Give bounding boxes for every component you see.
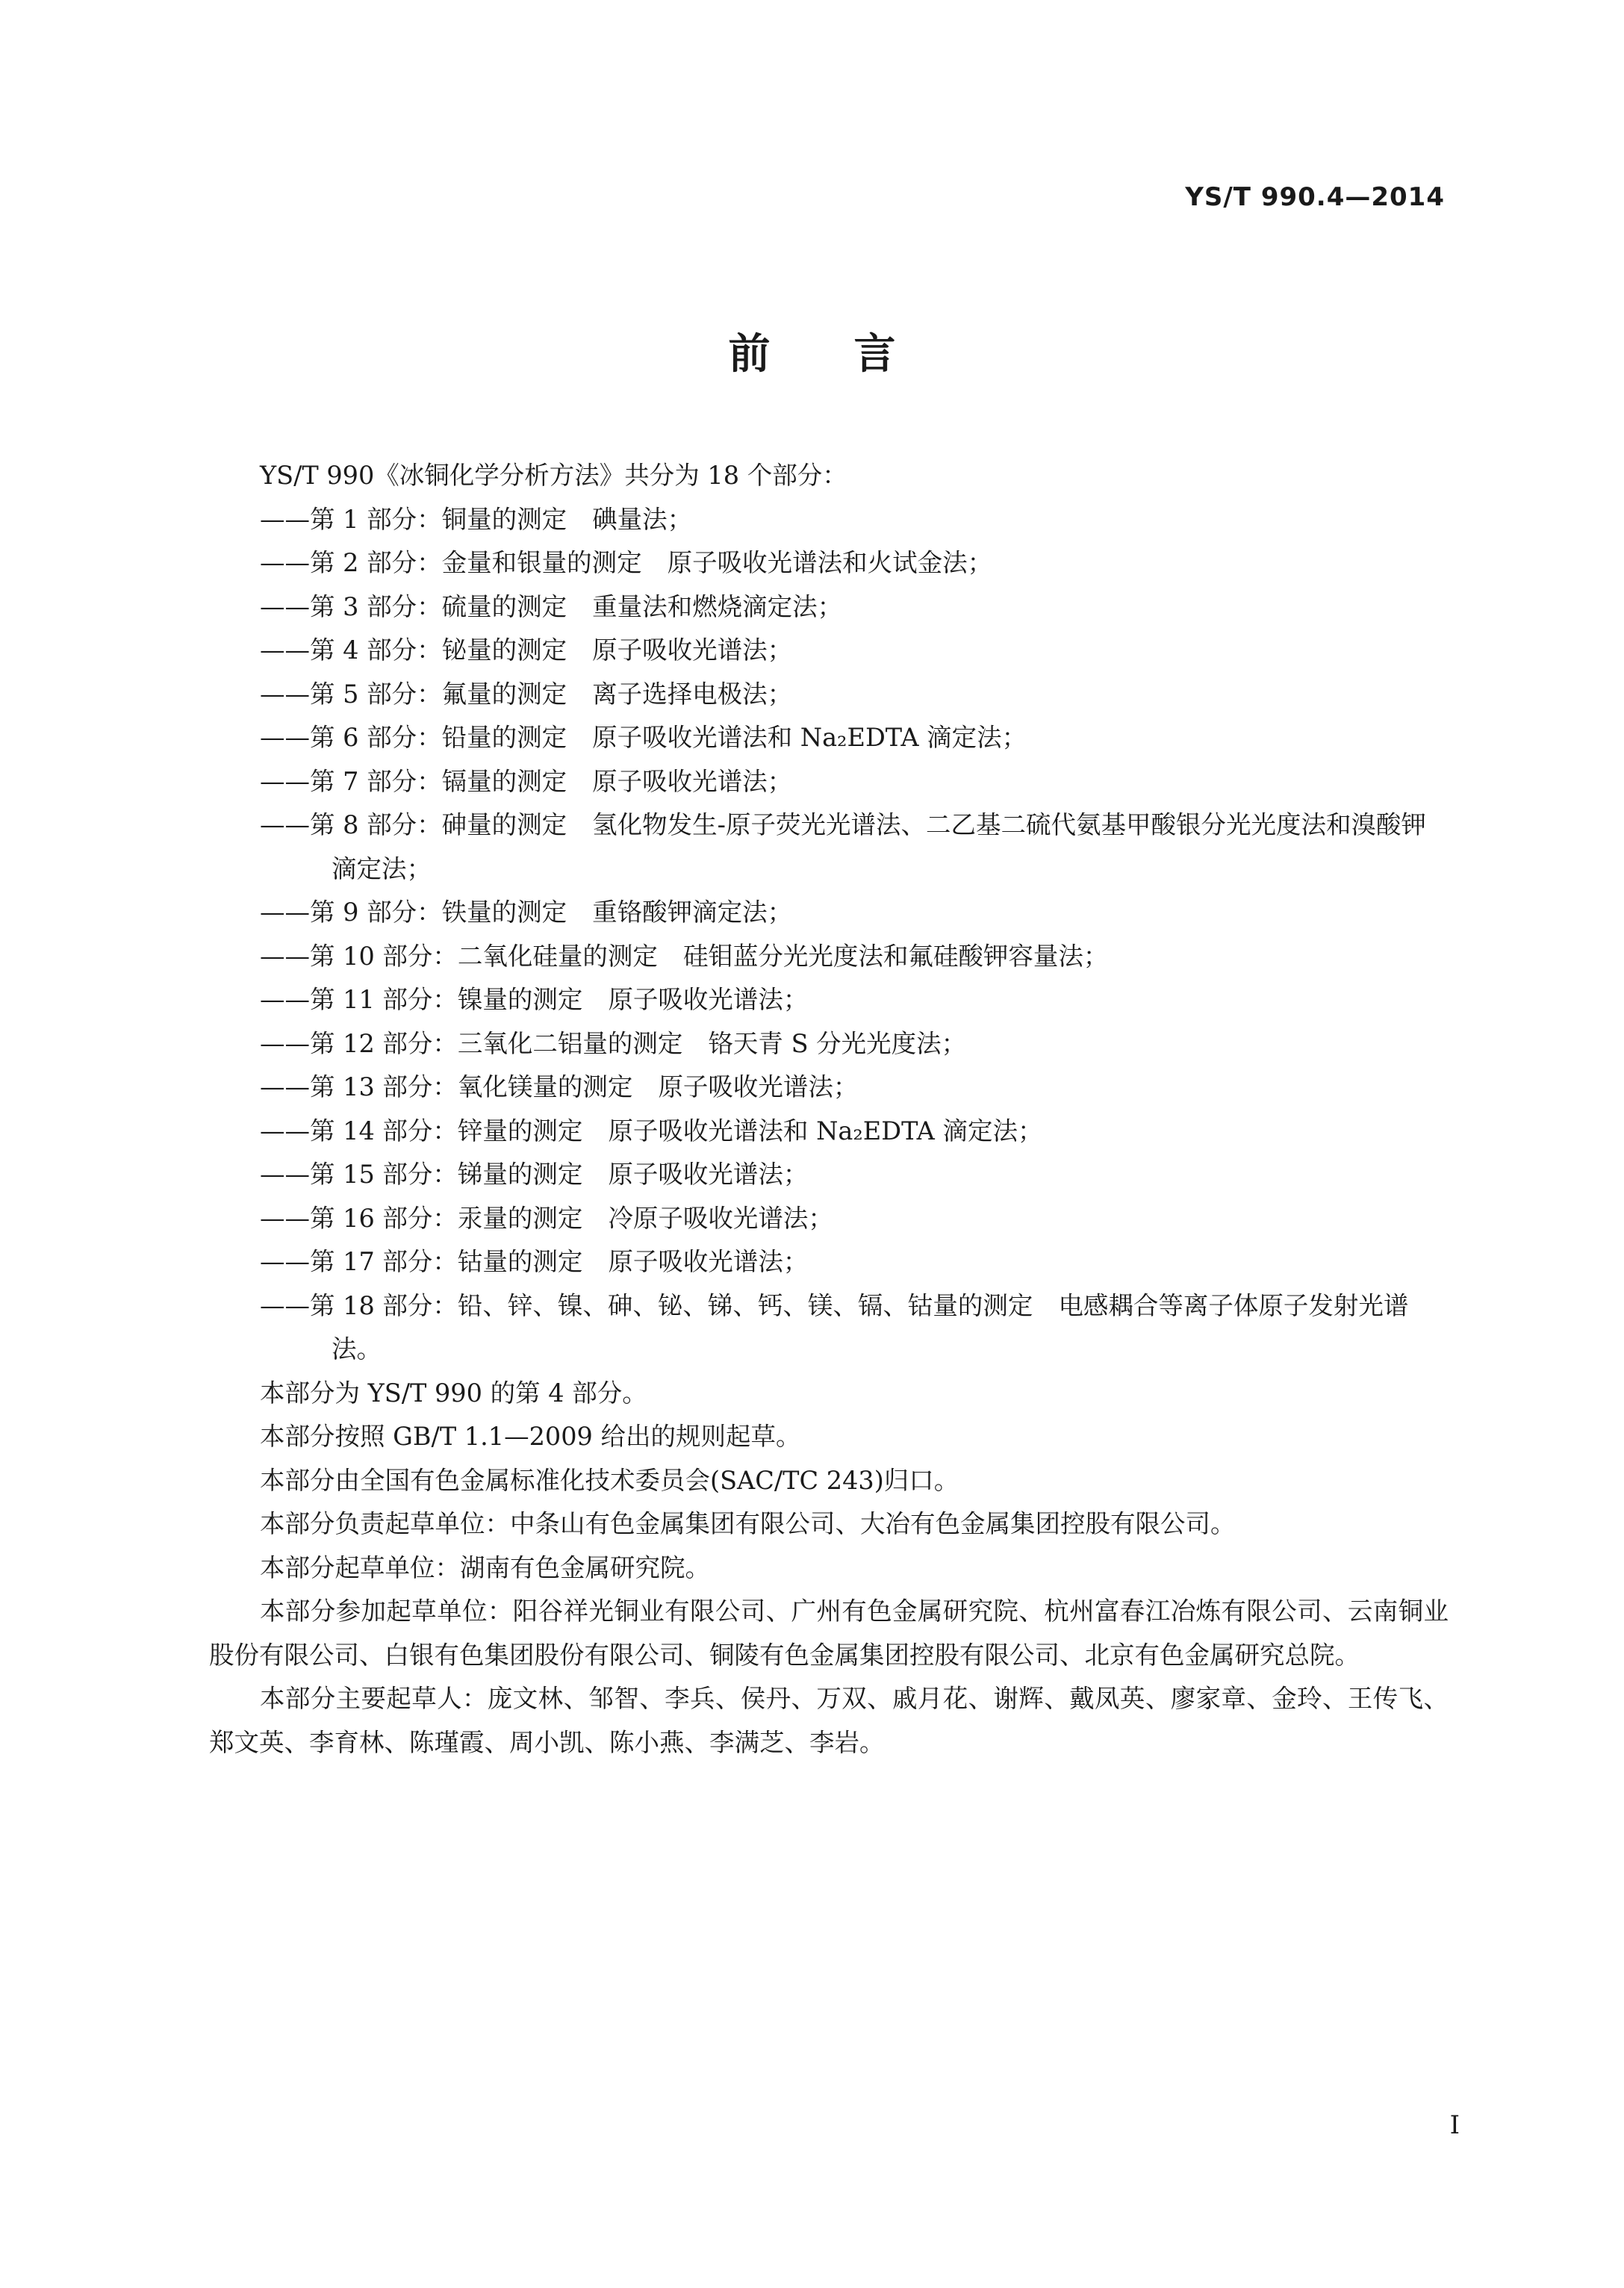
document-body: [209, 454, 1449, 1765]
list-item: [209, 1110, 1449, 1154]
note-paragraph: 本部分由全国有色金属标准化技术委员会(SAC/TC 243)归口。: [260, 1465, 959, 1495]
note-paragraph: 本部分负责起草单位：中条山有色金属集团有限公司、大冶有色金属集团控股有限公司。: [260, 1509, 1236, 1538]
list-item: [209, 891, 1449, 935]
part-method: 原子吸收光谱法和 Na₂EDTA 滴定法；: [592, 723, 1027, 752]
part-method: 原子吸收光谱法；: [592, 635, 793, 665]
part-label: ——第 16 部分：汞量的测定: [260, 1203, 583, 1233]
list-item: [209, 585, 1449, 629]
part-method: 电感耦合等离子体原子发射光谱法。: [332, 1290, 1409, 1364]
part-label: ——第 10 部分：二氧化硅量的测定: [260, 941, 658, 971]
list-item: [209, 1240, 1449, 1284]
part-method: 原子吸收光谱法；: [608, 985, 809, 1014]
intro-paragraph: YS/T 990《冰铜化学分析方法》共分为 18 个部分：: [260, 461, 847, 490]
list-item: [209, 1066, 1449, 1110]
part-label: ——第 2 部分：金量和银量的测定: [260, 548, 642, 577]
part-label: ——第 15 部分：锑量的测定: [260, 1160, 583, 1189]
part-method: 硅钼蓝分光光度法和氟硅酸钾容量法；: [682, 941, 1109, 971]
part-method: 原子吸收光谱法；: [608, 1160, 809, 1189]
note-paragraph: 本部分为 YS/T 990 的第 4 部分。: [260, 1378, 647, 1408]
part-label: ——第 4 部分：铋量的测定: [260, 635, 567, 665]
part-method: 原子吸收光谱法；: [608, 1247, 809, 1276]
part-method: 原子吸收光谱法；: [658, 1072, 859, 1101]
list-item: [209, 629, 1449, 673]
title-char: 前: [728, 330, 771, 379]
list-item: [209, 760, 1449, 804]
list-item: [209, 1284, 1449, 1372]
part-label: ——第 6 部分：铅量的测定: [260, 723, 567, 752]
part-label: ——第 18 部分：铅、锌、镍、砷、铋、锑、钙、镁、镉、钴量的测定: [260, 1290, 1033, 1320]
note-paragraph: 本部分起草单位：湖南有色金属研究院。: [260, 1552, 710, 1582]
note-paragraph: 本部分按照 GB/T 1.1—2009 给出的规则起草。: [260, 1422, 801, 1451]
part-method: 原子吸收光谱法和火试金法；: [667, 548, 993, 577]
part-label: ——第 7 部分：镉量的测定: [260, 766, 567, 796]
part-label: ——第 5 部分：氟量的测定: [260, 679, 567, 709]
list-item: [209, 498, 1449, 542]
list-item: [209, 803, 1449, 891]
part-method: 重铬酸钾滴定法；: [592, 898, 793, 927]
part-label: ——第 9 部分：铁量的测定: [260, 898, 567, 927]
page-number: I: [1449, 2110, 1460, 2140]
part-method: 原子吸收光谱法和 Na₂EDTA 滴定法；: [608, 1116, 1043, 1145]
part-label: ——第 12 部分：三氧化二铝量的测定: [260, 1028, 683, 1058]
list-item: [209, 1197, 1449, 1241]
list-item: [209, 541, 1449, 585]
part-method: 重量法和燃烧滴定法；: [592, 591, 843, 621]
list-item: [209, 935, 1449, 979]
list-item: [209, 978, 1449, 1022]
part-label: ——第 3 部分：硫量的测定: [260, 591, 567, 621]
standard-code: YS/T 990.4—2014: [1185, 182, 1445, 212]
title-char: 言: [853, 330, 896, 379]
part-method: 离子选择电极法；: [592, 679, 793, 709]
parts-list: [209, 498, 1449, 1372]
list-item: [209, 1022, 1449, 1066]
part-method: 碘量法；: [592, 504, 693, 534]
note-paragraph: 本部分参加起草单位：阳谷祥光铜业有限公司、广州有色金属研究院、杭州富春江冶炼有限公司、云南铜业股份有限公司、白银有色集团股份有限公司、铜陵有色金属集团控股有限公司、北京有色金属研究总院。: [209, 1597, 1449, 1670]
part-method: 铬天青 S 分光光度法；: [708, 1028, 967, 1058]
part-label: ——第 11 部分：镍量的测定: [260, 985, 583, 1014]
part-label: ——第 17 部分：钴量的测定: [260, 1247, 583, 1276]
list-item: [209, 1153, 1449, 1197]
part-label: ——第 13 部分：氧化镁量的测定: [260, 1072, 633, 1101]
part-method: 氢化物发生-原子荧光光谱法、二乙基二硫代氨基甲酸银分光光度法和溴酸钾滴定法；: [332, 810, 1426, 883]
page-title: [0, 321, 1624, 381]
part-label: ——第 8 部分：砷量的测定: [260, 810, 567, 839]
list-item: [209, 716, 1449, 760]
part-method: 原子吸收光谱法；: [592, 766, 793, 796]
note-paragraph: 本部分主要起草人：庞文林、邹智、李兵、侯丹、万双、戚月花、谢辉、戴凤英、廖家章、金玲、王传飞、郑文英、李育林、陈瑾霞、周小凯、陈小燕、李满芝、李岩。: [209, 1684, 1449, 1757]
part-label: ——第 14 部分：锌量的测定: [260, 1116, 583, 1145]
list-item: [209, 673, 1449, 717]
part-method: 冷原子吸收光谱法；: [608, 1203, 833, 1233]
part-label: ——第 1 部分：铜量的测定: [260, 504, 567, 534]
